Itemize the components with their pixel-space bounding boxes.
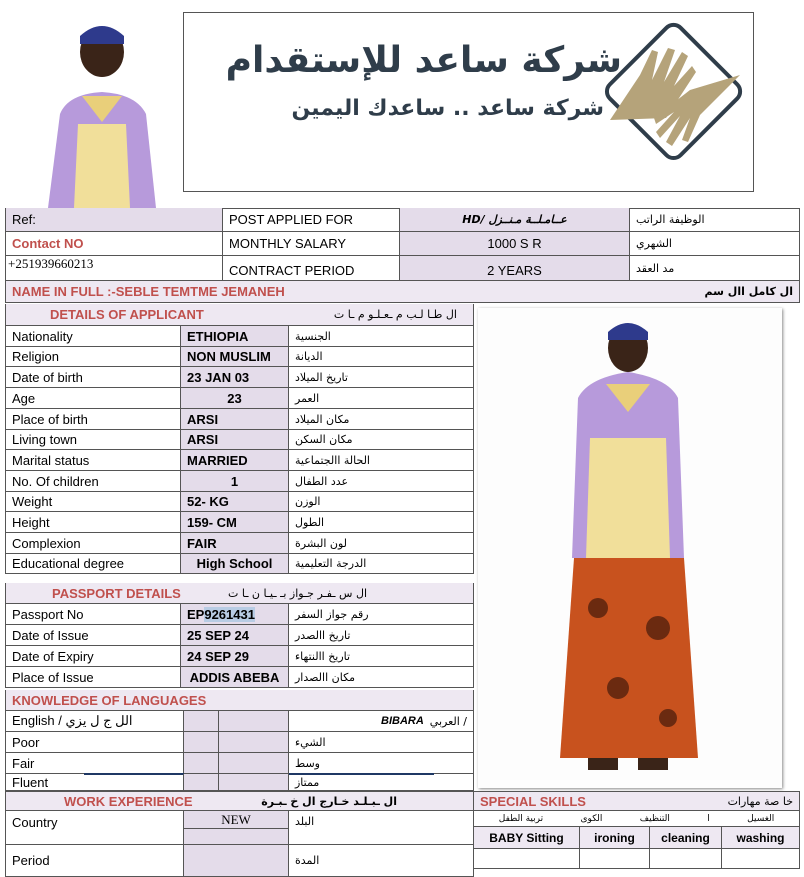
contract-label: CONTRACT PERIOD <box>223 256 400 281</box>
applicant-row-label-ar: الوزن <box>289 492 474 512</box>
country-value-2 <box>184 829 289 845</box>
applicant-row-label: Place of birth <box>5 409 181 430</box>
poor-cell-a <box>184 732 219 753</box>
skill-babysitting: BABY Sitting <box>474 827 580 849</box>
period-label-ar: المدة <box>289 845 474 877</box>
issue-date-label: Date of Issue <box>5 625 181 646</box>
skills-sub-ar-washing: الغسيل <box>747 813 775 824</box>
applicant-row-label-ar: تاريخ الميلاد <box>289 367 474 388</box>
skills-sub-ar-cleaning: التنظيف <box>639 813 670 824</box>
skills-sub-ar-ironing: الكوى <box>580 813 603 824</box>
arabic-label-en: BIBARA <box>381 715 424 727</box>
issue-place-label: Place of Issue <box>5 667 181 688</box>
applicant-row-value: 23 JAN 03 <box>181 367 289 388</box>
applicant-row-label-ar: لون البشرة <box>289 533 474 554</box>
applicant-row-label: Educational degree <box>5 554 181 574</box>
fluent-label-ar: ممتاز <box>289 774 474 791</box>
applicant-row-value: 159- CM <box>181 512 289 533</box>
fluent-cell-b <box>219 774 289 791</box>
ref-label: Ref: <box>5 208 223 232</box>
issue-date-value: 25 SEP 24 <box>181 625 289 646</box>
applicant-row-label: Age <box>5 388 181 409</box>
company-name-primary: شركة ساعد للإستقدام <box>225 40 622 81</box>
skill-ironing-check <box>580 849 650 869</box>
passport-no-label-ar: رقم جواز السفر <box>289 604 474 625</box>
applicant-row-label: Complexion <box>5 533 181 554</box>
contact-label <box>5 232 223 256</box>
applicant-row-value: FAIR <box>181 533 289 554</box>
poor-cell-b <box>219 732 289 753</box>
applicant-row-label: No. Of children <box>5 471 181 492</box>
poor-label-ar: الشيء <box>289 732 474 753</box>
fair-cell-b <box>219 753 289 774</box>
skills-sub-ar <box>474 811 800 827</box>
expiry-date-label: Date of Expiry <box>5 646 181 667</box>
hands-logo-icon <box>590 20 750 180</box>
skills-header-text: SPECIAL SKILLS <box>480 793 586 809</box>
contract-value: 2 YEARS <box>400 256 630 281</box>
applicant-row-value: ARSI <box>181 409 289 430</box>
passport-header-text: PASSPORT DETAILS <box>52 585 181 601</box>
english-label: English / الل ج ل يزي <box>5 711 184 732</box>
applicant-photo-small <box>38 14 166 208</box>
skill-cleaning-check <box>650 849 722 869</box>
fair-cell-a <box>184 753 219 774</box>
skill-babysitting-check <box>474 849 580 869</box>
applicant-row-label-ar: مكان الميلاد <box>289 409 474 430</box>
applicant-row-label: Weight <box>5 492 181 512</box>
passport-no-digits: 9261431 <box>204 606 255 622</box>
contact-label-text: Contact NO <box>12 236 84 251</box>
applicant-row-value: ARSI <box>181 430 289 450</box>
applicant-row-value: MARRIED <box>181 450 289 471</box>
issue-date-label-ar: تاريخ االصدر <box>289 625 474 646</box>
poor-label: Poor <box>5 732 184 753</box>
applicant-row-label-ar: عدد الطفال <box>289 471 474 492</box>
company-slogan: شركة ساعد .. ساعدك اليمين <box>291 96 604 121</box>
applicant-row-label: Date of birth <box>5 367 181 388</box>
skills-header <box>474 791 800 811</box>
skills-sub-ar-a: ا <box>707 813 710 824</box>
applicant-row-label: Height <box>5 512 181 533</box>
passport-header-ar: ال س ـفـر جـواز بـ ـيـا ن ـا ت <box>227 586 367 600</box>
salary-label-ar: الشهري <box>630 232 800 256</box>
applicant-row-value: 1 <box>181 471 289 492</box>
skill-ironing: ironing <box>580 827 650 849</box>
applicant-header-ar: ال طـا لـب م ـعـلـو م ـا ت <box>333 308 457 321</box>
english-cell-a <box>184 711 219 732</box>
applicant-row-label: Living town <box>5 430 181 450</box>
full-name-ar: ال كامل اال سم <box>704 285 793 298</box>
applicant-photo-full <box>478 308 782 788</box>
skill-cleaning: cleaning <box>650 827 722 849</box>
applicant-row-value: NON MUSLIM <box>181 347 289 367</box>
fair-label: Fair <box>5 753 184 774</box>
work-header-ar: ال ـبـلـد خـارج ال خ ـبـرة <box>261 794 397 808</box>
applicant-row-label-ar: العمر <box>289 388 474 409</box>
salary-label: MONTHLY SALARY <box>223 232 400 256</box>
issue-place-label-ar: مكان االصدار <box>289 667 474 688</box>
country-label: Country <box>5 811 184 845</box>
applicant-row-label: Nationality <box>5 326 181 347</box>
country-label-ar: البلد <box>289 811 474 845</box>
skills-header-ar: خا صة مهارات <box>727 794 793 808</box>
skill-washing: washing <box>722 827 800 849</box>
applicant-row-label-ar: الجنسية <box>289 326 474 347</box>
passport-no-label: Passport No <box>5 604 181 625</box>
languages-header-text: KNOWLEDGE OF LANGUAGES <box>12 692 207 708</box>
applicant-row-label: Religion <box>5 347 181 367</box>
issue-place-value: ADDIS ABEBA <box>181 667 289 688</box>
applicant-row-label: Marital status <box>5 450 181 471</box>
applicant-row-label-ar: الحالة االجتماعية <box>289 450 474 471</box>
passport-header <box>5 583 474 604</box>
languages-header <box>5 690 474 711</box>
english-cell-b <box>219 711 289 732</box>
passport-no-prefix: EP <box>187 606 205 622</box>
applicant-row-value: 52- KG <box>181 492 289 512</box>
applicant-row-label-ar: الدرجة التعليمية <box>289 554 474 574</box>
post-label-ar: الوظيفة الراتب <box>630 208 800 232</box>
applicant-row-label-ar: الطول <box>289 512 474 533</box>
full-name-row <box>5 281 800 303</box>
arabic-label <box>289 711 474 732</box>
fluent-label: Fluent <box>5 774 184 791</box>
post-label: POST APPLIED FOR <box>223 208 400 232</box>
arabic-label-ar: / العربي <box>429 714 467 728</box>
work-header <box>5 791 474 811</box>
contract-label-ar: مد العقد <box>630 256 800 281</box>
country-value: NEW <box>184 811 289 829</box>
period-value <box>184 845 289 877</box>
fluent-cell-a <box>184 774 219 791</box>
applicant-row-value: ETHIOPIA <box>181 326 289 347</box>
skills-sub-ar-babysitting: تربية الطفل <box>498 813 544 824</box>
post-value: HD/ عــامـلــة مـنــزل <box>400 208 630 232</box>
expiry-date-value: 24 SEP 29 <box>181 646 289 667</box>
salary-value: 1000 S R <box>400 232 630 256</box>
contact-value: +251939660213 <box>5 256 223 281</box>
period-label: Period <box>5 845 184 877</box>
applicant-row-label-ar: الديانة <box>289 347 474 367</box>
expiry-date-label-ar: تاريخ االنتهاء <box>289 646 474 667</box>
passport-no-value <box>181 604 289 625</box>
applicant-row-value: 23 <box>181 388 289 409</box>
full-name: NAME IN FULL :-SEBLE TEMTME JEMANEH <box>12 284 285 299</box>
applicant-row-value: High School <box>181 554 289 574</box>
fair-label-ar: وسط <box>289 753 474 774</box>
applicant-header-text: DETAILS OF APPLICANT <box>50 307 204 322</box>
skill-washing-check <box>722 849 800 869</box>
work-header-text: WORK EXPERIENCE <box>64 793 193 809</box>
applicant-header <box>5 304 474 326</box>
applicant-row-label-ar: مكان السكن <box>289 430 474 450</box>
